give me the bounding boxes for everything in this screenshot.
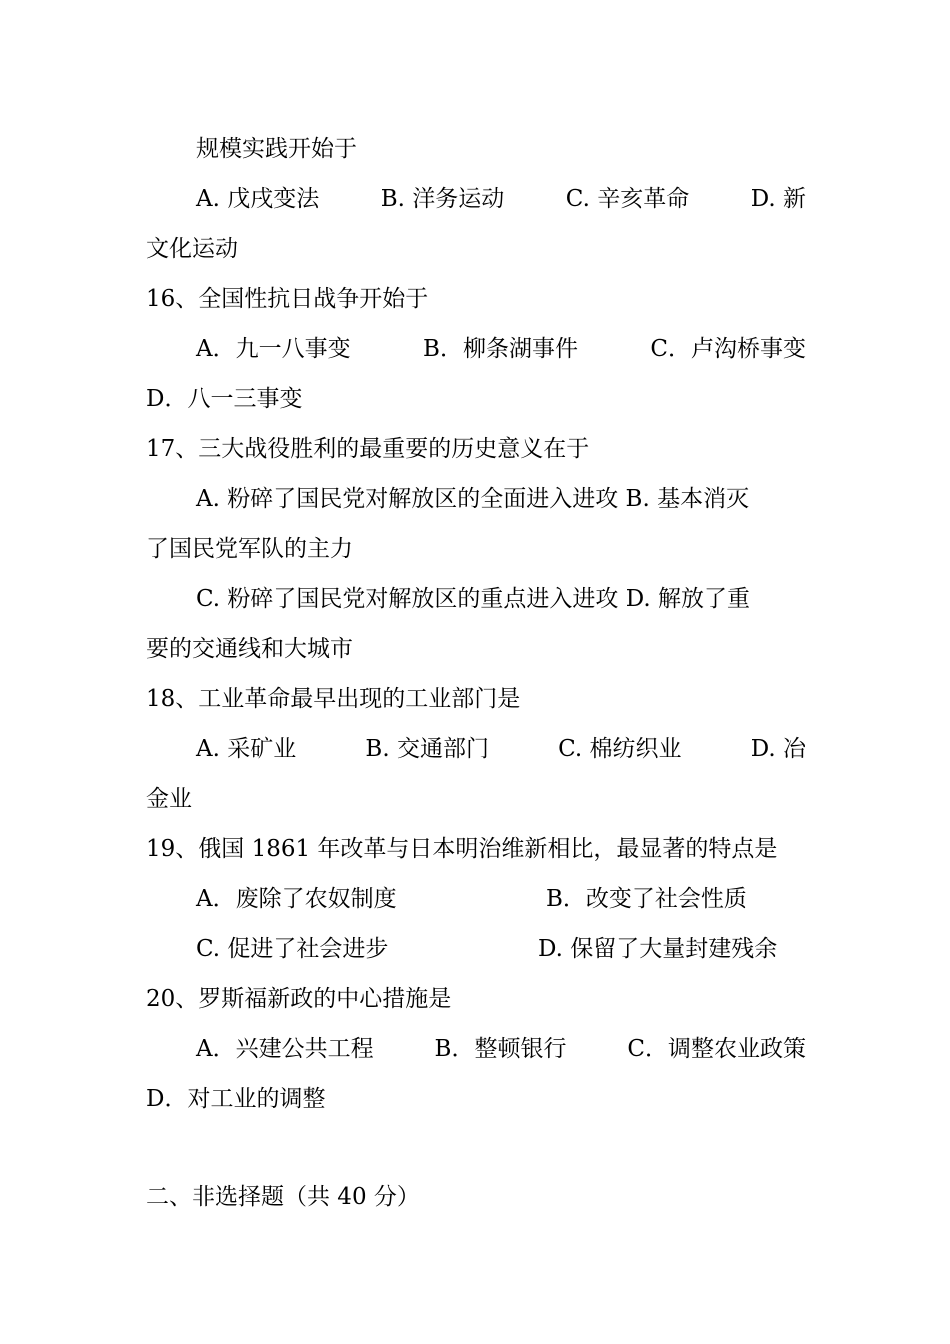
q17-stem: 17、三大战役胜利的最重要的历史意义在于: [146, 436, 590, 462]
q19-stem: 19、俄国 1861 年改革与日本明治维新相比，最显著的特点是: [146, 836, 778, 862]
q20-stem: 20、罗斯福新政的中心措施是: [146, 986, 452, 1012]
q20-options-row: [196, 1034, 806, 1064]
q18-option-d: D. 冶: [750, 736, 806, 762]
q17-options-line2: 了国民党军队的主力: [146, 536, 353, 562]
q15-option-d-wrap: 文化运动: [146, 236, 238, 262]
q20-option-b: B．整顿银行: [434, 1036, 567, 1062]
section-heading: 二、非选择题（共 40 分）: [146, 1184, 420, 1210]
q20-option-a: A．兴建公共工程: [196, 1036, 374, 1062]
q18-option-a: A. 采矿业: [196, 736, 297, 762]
q16-option-c: C．卢沟桥事变: [650, 336, 806, 362]
q18-option-b: B. 交通部门: [365, 736, 489, 762]
q15-option-d: D. 新: [750, 186, 806, 212]
q20-option-c: C．调整农业政策: [627, 1036, 806, 1062]
q15-option-c: C. 辛亥革命: [565, 186, 690, 212]
q16-option-d: D．八一三事变: [146, 386, 303, 412]
q15-options-row: [196, 184, 806, 214]
q18-stem: 18、工业革命最早出现的工业部门是: [146, 686, 521, 712]
q18-option-d-wrap: 金业: [146, 786, 192, 812]
q15-stem-continuation: 规模实践开始于: [196, 136, 357, 162]
q18-options-row: [196, 734, 806, 764]
q17-options-line4: 要的交通线和大城市: [146, 636, 353, 662]
q17-options-line1: A. 粉碎了国民党对解放区的全面进入进攻 B. 基本消灭: [196, 486, 750, 512]
q15-option-b: B. 洋务运动: [380, 186, 505, 212]
q17-options-line3: C. 粉碎了国民党对解放区的重点进入进攻 D. 解放了重: [196, 586, 750, 612]
q16-option-a: A．九一八事变: [196, 336, 351, 362]
q19-option-c: C. 促进了社会进步: [196, 936, 389, 962]
q20-option-d: D．对工业的调整: [146, 1086, 326, 1112]
q16-options-row: [196, 334, 806, 364]
q16-stem: 16、全国性抗日战争开始于: [146, 286, 429, 312]
q15-option-a: A. 戊戌变法: [196, 186, 320, 212]
q19-option-d: D. 保留了大量封建残余: [538, 936, 778, 962]
q16-option-b: B．柳条湖事件: [423, 336, 578, 362]
q18-option-c: C. 棉纺织业: [558, 736, 682, 762]
q19-option-a: A．废除了农奴制度: [196, 886, 397, 912]
q19-option-b: B．改变了社会性质: [546, 886, 747, 912]
